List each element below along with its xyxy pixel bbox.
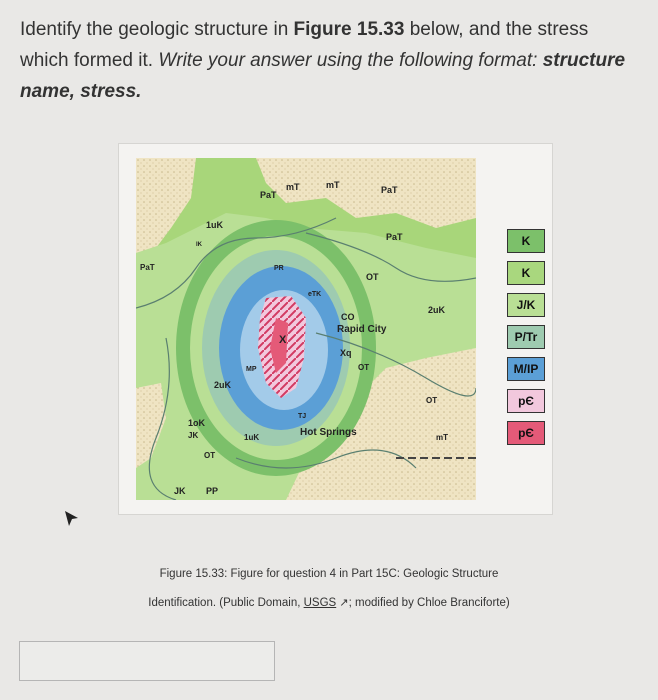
map-label: PaT — [260, 190, 277, 200]
map-label: 2uK — [428, 305, 446, 315]
map-label: PaT — [381, 185, 398, 195]
usgs-link[interactable]: USGS — [303, 597, 337, 609]
map-label: eTK — [308, 291, 322, 298]
answer-format: structure name, stress. — [20, 50, 626, 102]
geologic-map — [136, 158, 476, 500]
map-label: JK — [174, 486, 186, 496]
figure-caption-line2 — [0, 596, 658, 609]
caption-text: Identification. (Public Domain, — [148, 597, 304, 609]
figure-caption-line1: Figure 15.33: Figure for question 4 in Part 15C: Geologic Structure — [159, 568, 499, 580]
map-label: TJ — [298, 413, 307, 420]
legend-item: M/IP — [507, 357, 545, 381]
answer-input[interactable] — [19, 641, 275, 681]
map-label: PaT — [140, 263, 155, 272]
map-label: Xq — [340, 348, 352, 358]
figure-reference: Figure 15.33 — [293, 19, 405, 40]
map-label: PP — [206, 486, 219, 496]
map-label: OT — [366, 272, 379, 282]
map-label: Hot Springs — [300, 427, 357, 438]
cursor-icon — [64, 510, 80, 528]
map-label: 1uK — [244, 433, 260, 442]
map-legend — [507, 229, 545, 453]
map-label: mT — [436, 433, 448, 442]
map-label: X — [279, 334, 287, 346]
question-text — [20, 14, 630, 107]
map-label: CO — [341, 312, 355, 322]
map-label: mT — [286, 182, 300, 192]
map-label: OT — [358, 363, 370, 372]
map-label: 1oK — [188, 418, 206, 428]
map-label: mT — [326, 180, 340, 190]
legend-item: pЄ — [507, 421, 545, 445]
map-label: 1uK — [206, 220, 224, 230]
legend-item: pЄ — [507, 389, 545, 413]
figure-15-33 — [118, 143, 553, 515]
question-instruction: Write your answer using the following format: — [158, 50, 543, 71]
map-label: 2uK — [214, 380, 232, 390]
question-part2: below, and the stress which formed it. — [20, 19, 589, 71]
map-label: IK — [196, 242, 202, 248]
map-label: Rapid City — [337, 324, 387, 335]
map-label: OT — [426, 396, 438, 405]
map-label: MP — [246, 366, 257, 373]
map-label: PR — [274, 265, 284, 272]
legend-item: K — [507, 229, 545, 253]
question-part1: Identify the geologic structure in — [20, 19, 294, 40]
external-link-icon[interactable]: ↗ — [339, 597, 349, 609]
legend-item: J/K — [507, 293, 545, 317]
legend-item: P/Tr — [507, 325, 545, 349]
caption-text-end: ; modified by Chloe Branciforte) — [348, 597, 510, 609]
legend-item: K — [507, 261, 545, 285]
map-label: JK — [188, 431, 199, 440]
map-label: PaT — [386, 232, 403, 242]
map-label: OT — [204, 451, 216, 460]
